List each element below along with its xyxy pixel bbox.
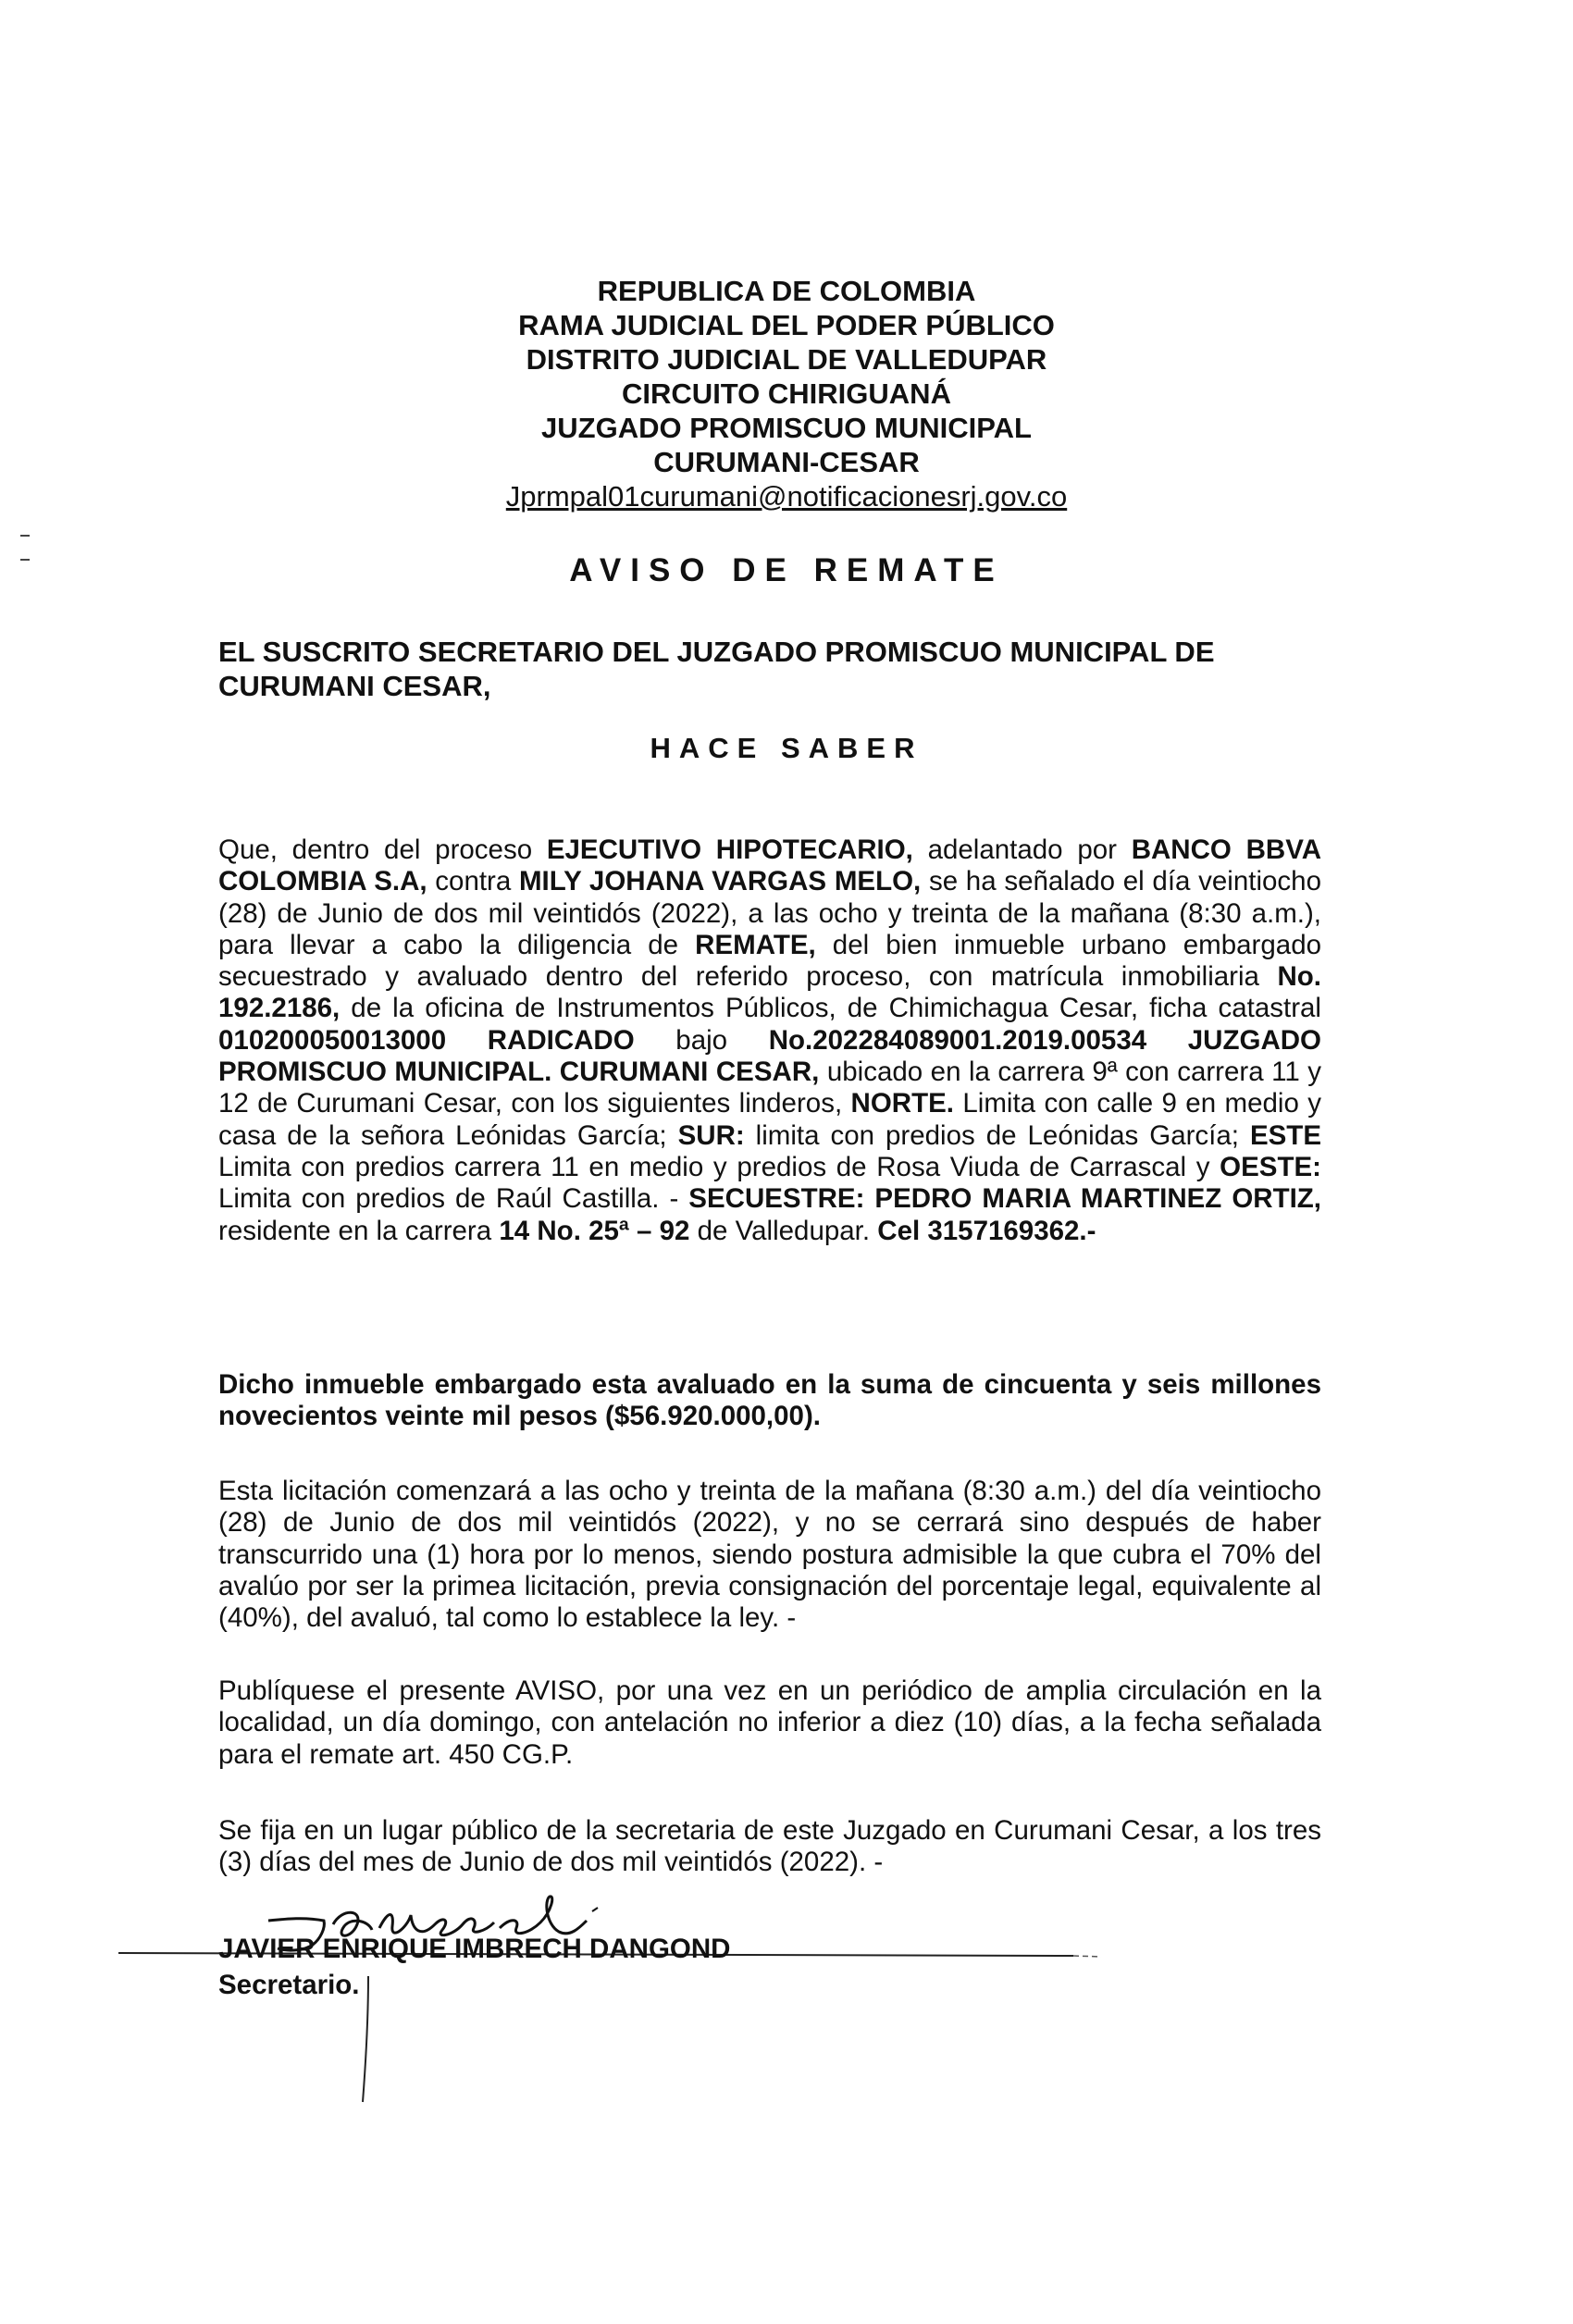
signatory-role: Secretario. — [218, 1970, 360, 2000]
header-circuit: CIRCUITO CHIRIGUANÁ — [622, 377, 951, 410]
signatory-name: JAVIER ENRIQUE IMBRECH DANGOND — [218, 1934, 731, 1964]
header-country: REPUBLICA DE COLOMBIA — [597, 275, 976, 307]
header-branch: RAMA JUDICIAL DEL PODER PÚBLICO — [518, 309, 1055, 341]
header-district: DISTRITO JUDICIAL DE VALLEDUPAR — [526, 343, 1047, 376]
paragraph-process-details: Que, dentro del proceso EJECUTIVO HIPOTECARIO, adelantado por BANCO BBVA COLOMBIA S.A, contra MILY JOHANA VARGAS MELO, se ha señalado el día veintiocho (28) de Junio de dos mil veintidós (2022), a las ocho y treinta de la mañana (8:30 a.m.), para llevar a cabo la diligencia de REMATE, del bien inmueble urbano embargado secuestrado y avaluado dentro del referido proceso, con matrícula inmobiliaria No. 192.2186, de la oficina de Instrumentos Públicos, de Chimichagua Cesar, ficha catastral 010200050013000 RADICADO bajo No.202284089001.2019.00534 JUZGADO PROMISCUO MUNICIPAL. CURUMANI CESAR, ubicado en la carrera 9ª con carrera 11 y 12 de Curumani Cesar, con los siguientes linderos, NORTE. Limita con calle 9 en medio y casa de la señora Leónidas García; SUR: limita con predios de Leónidas García; ESTE Limita con predios carrera 11 en medio y predios de Rosa Viuda de Carrascal y OESTE: Limita con predios de Raúl Castilla. - SECUESTRE: PEDRO MARIA MARTINEZ ORTIZ, residente en la carrera 14 No. 25ª – 92 de Valledupar. Cel 3157169362.- — [218, 834, 1322, 1246]
paragraph-publication: Publíquese el presente AVISO, por una vez en un periódico de amplia circulación en la localidad, un día domingo, con antelación no inferior a diez (10) días, a la fecha señalada para el remate art. 450 CG.P. — [218, 1675, 1321, 1770]
paragraph-posting: Se fija en un lugar público de la secretaria de este Juzgado en Curumani Cesar, a los tres (3) días del mes de Junio de dos mil veintidós (2022). - — [218, 1815, 1321, 1878]
handwritten-signature — [0, 1887, 1573, 2146]
scan-mark — [20, 535, 30, 537]
paragraph-bidding-terms: Esta licitación comenzará a las ocho y treinta de la mañana (8:30 a.m.) del día veintiocho (28) de Junio de dos mil veintidós (2022), y no se cerrará sino después de haber transcurrido una (1) hora por lo menos, siendo postura admisible la que cubra el 70% del avalúo por ser la primea licitación, previa consignación del porcentaje legal, equivalente al (40%), del avaluó, tal como lo establece la ley. - — [218, 1476, 1321, 1634]
signature-block — [0, 1887, 1573, 2146]
document-title: AVISO DE REMATE — [569, 552, 1004, 588]
issuer-statement: EL SUSCRITO SECRETARIO DEL JUZGADO PROMISCUO MUNICIPAL DE CURUMANI CESAR, — [218, 636, 1215, 702]
header-court: JUZGADO PROMISCUO MUNICIPAL — [541, 412, 1032, 444]
paragraph-valuation: Dicho inmueble embargado esta avaluado en la suma de cincuenta y seis millones novecientos veinte mil pesos ($56.920.000,00). — [218, 1369, 1321, 1432]
document-header — [0, 274, 1573, 513]
header-email-link[interactable]: Jprmpal01curumani@notificacionesrj.gov.co — [505, 480, 1068, 513]
hace-saber-heading: HACE SABER — [650, 732, 923, 764]
header-city: CURUMANI-CESAR — [653, 446, 920, 478]
